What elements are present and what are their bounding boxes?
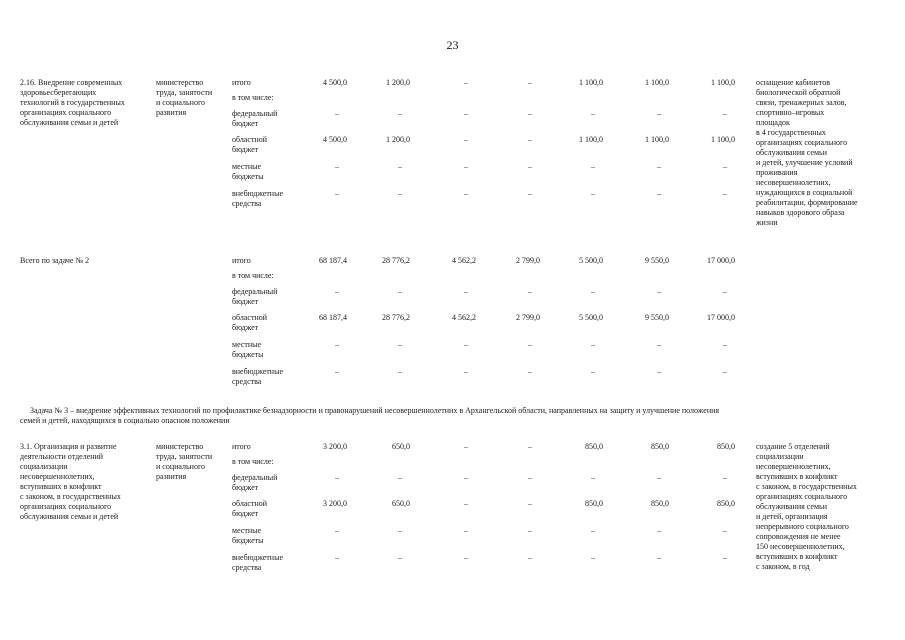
funding-value: –: [528, 135, 532, 144]
funding-value: –: [335, 162, 339, 171]
funding-source-label: в том числе:: [232, 271, 274, 280]
funding-value: –: [657, 189, 661, 198]
task-3-heading: Задача № 3 – внедрение эффективных технологий по профилактике безнадзорности и правонарушений несовершеннолетних в Архангельской области, направленных на защиту и улучшение положения семей и детей, находящихся в социально опасном положении: [20, 406, 720, 425]
funding-value: –: [528, 473, 532, 482]
funding-value: 17 000,0: [707, 313, 735, 322]
funding-value: –: [657, 526, 661, 535]
funding-value: –: [657, 340, 661, 349]
funding-value: 5 500,0: [579, 256, 603, 265]
funding-source-label: местные бюджеты: [232, 162, 264, 181]
funding-value: –: [464, 367, 468, 376]
funding-value: –: [464, 162, 468, 171]
funding-source-label: областной бюджет: [232, 313, 268, 332]
funding-value: –: [657, 162, 661, 171]
funding-value: –: [723, 287, 727, 296]
funding-value: –: [723, 189, 727, 198]
funding-value: 2 799,0: [516, 313, 540, 322]
funding-source-label: местные бюджеты: [232, 526, 264, 545]
funding-value: 9 550,0: [645, 313, 669, 322]
funding-value: –: [464, 189, 468, 198]
funding-value: 1 200,0: [386, 78, 410, 87]
funding-value: –: [398, 553, 402, 562]
funding-value: –: [591, 109, 595, 118]
funding-value: –: [528, 78, 532, 87]
funding-value: –: [591, 526, 595, 535]
funding-value: 3 200,0: [323, 499, 347, 508]
funding-value: –: [464, 78, 468, 87]
funding-value: –: [528, 109, 532, 118]
funding-value: –: [723, 526, 727, 535]
funding-value: –: [398, 526, 402, 535]
funding-source-label: внебюджетные средства: [232, 189, 283, 208]
funding-value: 650,0: [392, 442, 410, 451]
funding-value: 1 100,0: [711, 78, 735, 87]
funding-value: 68 187,4: [319, 256, 347, 265]
funding-value: –: [335, 287, 339, 296]
funding-value: –: [528, 367, 532, 376]
funding-value: 850,0: [651, 499, 669, 508]
funding-value: 4 500,0: [323, 78, 347, 87]
funding-value: –: [591, 473, 595, 482]
funding-value: 28 776,2: [382, 313, 410, 322]
funding-value: –: [398, 340, 402, 349]
funding-source-label: в том числе:: [232, 93, 274, 102]
funding-value: –: [464, 473, 468, 482]
funding-value: –: [591, 367, 595, 376]
funding-value: 850,0: [585, 499, 603, 508]
funding-source-label: в том числе:: [232, 457, 274, 466]
funding-value: –: [528, 526, 532, 535]
funding-source-label: федеральный бюджет: [232, 473, 278, 492]
funding-value: –: [464, 553, 468, 562]
funding-value: –: [591, 162, 595, 171]
funding-value: –: [398, 189, 402, 198]
funding-value: –: [723, 553, 727, 562]
funding-value: –: [657, 109, 661, 118]
funding-value: 4 562,2: [452, 313, 476, 322]
funding-value: –: [464, 135, 468, 144]
funding-value: –: [335, 473, 339, 482]
funding-value: –: [657, 367, 661, 376]
funding-value: –: [464, 287, 468, 296]
funding-value: 4 500,0: [323, 135, 347, 144]
funding-value: 4 562,2: [452, 256, 476, 265]
funding-value: –: [528, 340, 532, 349]
funding-value: –: [335, 526, 339, 535]
funding-value: –: [657, 553, 661, 562]
funding-value: –: [657, 287, 661, 296]
funding-value: –: [335, 189, 339, 198]
funding-value: –: [335, 109, 339, 118]
funding-source-label: итого: [232, 256, 251, 265]
funding-value: –: [528, 189, 532, 198]
funding-value: –: [398, 287, 402, 296]
funding-value: –: [528, 553, 532, 562]
expected-result: создание 5 отделений социализации несовершеннолетних, вступивших в конфликт с законом, в государственных организациях социального обслуживания семьи и детей, организация непрерывного социального сопровождения не менее 150 несовершеннолетних, вступивших в конфликт с законом, в год: [756, 442, 857, 571]
funding-value: –: [464, 109, 468, 118]
funding-value: –: [723, 340, 727, 349]
funding-value: 1 100,0: [579, 78, 603, 87]
funding-source-label: областной бюджет: [232, 499, 268, 518]
funding-source-label: областной бюджет: [232, 135, 268, 154]
funding-source-label: внебюджетные средства: [232, 553, 283, 572]
measure-title: 3.1. Организация и развитие деятельности отделений социализации несовершеннолетних, вступивших в конфликт с законом, в государственных организациях социального обслуживания семьи и детей: [20, 442, 121, 521]
funding-value: 850,0: [717, 442, 735, 451]
funding-value: 1 200,0: [386, 135, 410, 144]
funding-value: –: [657, 473, 661, 482]
funding-value: –: [591, 287, 595, 296]
funding-value: –: [398, 473, 402, 482]
measure-executor: министерство труда, занятости и социального развития: [156, 442, 213, 481]
funding-value: –: [528, 442, 532, 451]
funding-value: 68 187,4: [319, 313, 347, 322]
measure-title: Всего по задаче № 2: [20, 256, 90, 265]
funding-value: 1 100,0: [645, 78, 669, 87]
funding-source-label: внебюджетные средства: [232, 367, 283, 386]
funding-source-label: федеральный бюджет: [232, 109, 278, 128]
funding-source-label: итого: [232, 442, 251, 451]
funding-value: –: [464, 499, 468, 508]
funding-value: –: [723, 367, 727, 376]
measure-title: 2.16. Внедрение современных здоровьесберегающих технологий в государственных организациях социального обслуживания семьи и детей: [20, 78, 125, 127]
funding-value: –: [528, 499, 532, 508]
funding-value: –: [723, 109, 727, 118]
funding-value: –: [591, 340, 595, 349]
page-number: 23: [446, 38, 459, 52]
funding-value: –: [723, 473, 727, 482]
funding-value: –: [528, 287, 532, 296]
funding-value: 1 100,0: [645, 135, 669, 144]
funding-value: 850,0: [717, 499, 735, 508]
funding-value: –: [464, 526, 468, 535]
funding-value: 28 776,2: [382, 256, 410, 265]
funding-value: –: [591, 553, 595, 562]
funding-value: 3 200,0: [323, 442, 347, 451]
funding-value: 650,0: [392, 499, 410, 508]
funding-value: –: [335, 340, 339, 349]
funding-value: 850,0: [651, 442, 669, 451]
funding-value: –: [398, 162, 402, 171]
funding-value: 850,0: [585, 442, 603, 451]
funding-value: –: [398, 367, 402, 376]
funding-value: –: [335, 553, 339, 562]
funding-value: –: [335, 367, 339, 376]
funding-value: 1 100,0: [711, 135, 735, 144]
measure-executor: министерство труда, занятости и социального развития: [156, 78, 213, 117]
funding-source-label: местные бюджеты: [232, 340, 264, 359]
funding-value: –: [398, 109, 402, 118]
funding-value: –: [464, 340, 468, 349]
funding-value: –: [464, 442, 468, 451]
funding-value: 1 100,0: [579, 135, 603, 144]
funding-value: 17 000,0: [707, 256, 735, 265]
funding-value: 5 500,0: [579, 313, 603, 322]
funding-value: 9 550,0: [645, 256, 669, 265]
funding-source-label: итого: [232, 78, 251, 87]
funding-value: –: [591, 189, 595, 198]
expected-result: оснащение кабинетов биологической обратной связи, тренажерных залов, спортивно–игровых площадок в 4 государственных организациях социального обслуживания семьи и детей, улучшение условий проживания несовершеннолетних, нуждающихся в социальной реабилитации, формирование навыков здорового образа жизни: [756, 78, 858, 227]
funding-value: –: [723, 162, 727, 171]
funding-value: –: [528, 162, 532, 171]
funding-source-label: федеральный бюджет: [232, 287, 278, 306]
funding-value: 2 799,0: [516, 256, 540, 265]
